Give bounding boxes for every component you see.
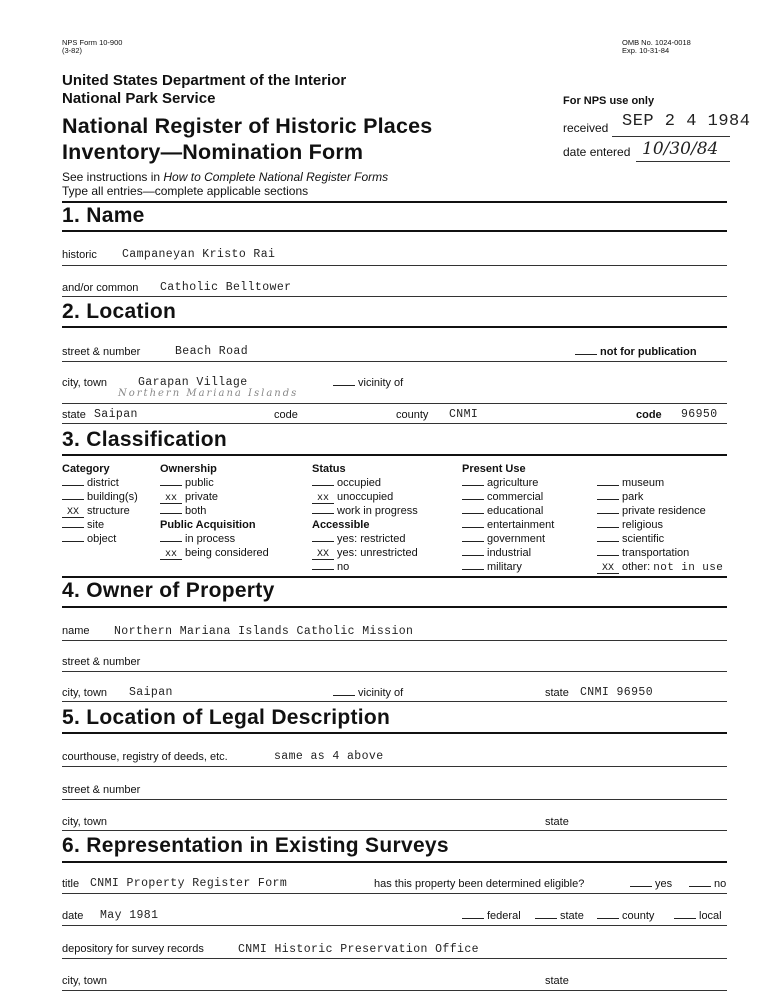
accessible-no[interactable]: no xyxy=(312,560,418,574)
date-entered-handwritten: 10/30/84 xyxy=(642,139,719,159)
category-site[interactable]: site xyxy=(62,518,138,532)
instructions-line2: Type all entries—complete applicable sections xyxy=(62,184,309,198)
state-label: state xyxy=(62,409,86,421)
use-government[interactable]: government xyxy=(462,532,554,546)
not-for-publication: not for publication xyxy=(575,346,697,358)
acquisition-in-process[interactable]: in process xyxy=(160,532,269,546)
instructions-line1: See instructions in How to Complete National Register Forms xyxy=(62,170,389,184)
city-value: Garapan Village xyxy=(138,376,248,389)
use-park[interactable]: park xyxy=(597,490,723,504)
present-use-heading: Present Use xyxy=(462,463,526,475)
date-entered-label: date entered xyxy=(563,145,631,159)
courthouse-label: courthouse, registry of deeds, etc. xyxy=(62,751,228,763)
level-local[interactable]: local xyxy=(674,910,722,922)
survey-title-value: CNMI Property Register Form xyxy=(90,877,288,890)
use-agriculture[interactable]: agriculture xyxy=(462,476,554,490)
code-label-2: code xyxy=(636,409,662,421)
courthouse-value: same as 4 above xyxy=(274,750,384,763)
form-title-line2: Inventory—Nomination Form xyxy=(62,140,364,164)
owner-state-label: state xyxy=(545,687,569,699)
use-commercial[interactable]: commercial xyxy=(462,490,554,504)
level-state[interactable]: state xyxy=(535,910,584,922)
use-scientific[interactable]: scientific xyxy=(597,532,723,546)
category-structure[interactable]: XX structure xyxy=(62,504,138,518)
service-heading: National Park Service xyxy=(62,90,216,107)
street-value: Beach Road xyxy=(175,345,249,358)
use-religious[interactable]: religious xyxy=(597,518,723,532)
form-title-line1: National Register of Historic Places xyxy=(62,114,433,138)
status-occupied[interactable]: occupied xyxy=(312,476,418,490)
ownership-both[interactable]: both xyxy=(160,504,269,518)
ownership-group xyxy=(160,462,269,560)
use-educational[interactable]: educational xyxy=(462,504,554,518)
received-label: received xyxy=(563,121,609,135)
accessible-restricted[interactable]: yes: restricted xyxy=(312,532,418,546)
category-district[interactable]: district xyxy=(62,476,138,490)
status-work-in-progress[interactable]: work in progress xyxy=(312,504,418,518)
section-6-title: 6. Representation in Existing Surveys xyxy=(62,834,449,857)
form-date: (3-82) xyxy=(62,46,83,55)
status-group xyxy=(312,462,418,574)
present-use-group xyxy=(462,462,554,574)
code-label: code xyxy=(274,409,298,421)
nps-use-heading: For NPS use only xyxy=(563,95,655,107)
accessible-heading: Accessible xyxy=(312,519,370,531)
accessible-unrestricted[interactable]: XX yes: unrestricted xyxy=(312,546,418,560)
category-heading: Category xyxy=(62,463,110,475)
eligible-no[interactable]: no xyxy=(689,878,726,890)
owner-city-label: city, town xyxy=(62,687,108,699)
status-unoccupied[interactable]: xx unoccupied xyxy=(312,490,418,504)
legal-state-label: state xyxy=(545,816,569,828)
use-museum[interactable]: museum xyxy=(597,476,723,490)
historic-value: Campaneyan Kristo Rai xyxy=(122,248,276,261)
ownership-public[interactable]: public xyxy=(160,476,269,490)
owner-name-value: Northern Mariana Islands Catholic Mission xyxy=(114,625,414,638)
section-5-title: 5. Location of Legal Description xyxy=(62,706,391,729)
use-other[interactable]: XX other: not in use xyxy=(597,560,723,574)
survey-date-label: date xyxy=(62,910,84,922)
section-3-title: 3. Classification xyxy=(62,428,227,451)
status-heading: Status xyxy=(312,463,346,475)
use-transportation[interactable]: transportation xyxy=(597,546,723,560)
survey-date-value: May 1981 xyxy=(100,909,159,922)
owner-street-label: street & number xyxy=(62,656,141,668)
owner-city-value: Saipan xyxy=(129,686,173,699)
handwritten-note: Northern Mariana Islands xyxy=(118,388,299,399)
vicinity-label: vicinity of xyxy=(333,377,403,389)
category-group xyxy=(62,462,138,546)
street-number-label: street & number xyxy=(62,346,141,358)
depository-city-label: city, town xyxy=(62,975,108,987)
use-military[interactable]: military xyxy=(462,560,554,574)
state-value: Saipan xyxy=(94,408,138,421)
acquisition-being-considered[interactable]: xx being considered xyxy=(160,546,269,560)
owner-state-value: CNMI 96950 xyxy=(580,686,654,699)
public-acquisition-heading: Public Acquisition xyxy=(160,519,256,531)
section-2-title: 2. Location xyxy=(62,300,177,323)
code-value: 96950 xyxy=(681,408,718,421)
other-use-value: not in use xyxy=(653,562,724,574)
historic-label: historic xyxy=(62,249,97,261)
common-name-value: Catholic Belltower xyxy=(160,281,292,294)
owner-vicinity-label: vicinity of xyxy=(333,687,403,699)
level-county[interactable]: county xyxy=(597,910,654,922)
common-name-label: and/or common xyxy=(62,282,139,294)
ownership-heading: Ownership xyxy=(160,463,217,475)
eligible-question: has this property been determined eligible? xyxy=(374,878,585,890)
county-value: CNMI xyxy=(449,408,479,421)
use-industrial[interactable]: industrial xyxy=(462,546,554,560)
county-label: county xyxy=(396,409,429,421)
use-entertainment[interactable]: entertainment xyxy=(462,518,554,532)
department-heading: United States Department of the Interior xyxy=(62,72,347,89)
depository-label: depository for survey records xyxy=(62,943,204,955)
category-object[interactable]: object xyxy=(62,532,138,546)
city-town-label: city, town xyxy=(62,377,108,389)
omb-number: OMB No. 1024-0018 xyxy=(622,38,691,47)
use-private-residence[interactable]: private residence xyxy=(597,504,723,518)
depository-state-label: state xyxy=(545,975,569,987)
present-use-group-2 xyxy=(597,476,723,574)
expiration-date: Exp. 10-31-84 xyxy=(622,46,670,55)
level-federal[interactable]: federal xyxy=(462,910,521,922)
eligible-yes[interactable]: yes xyxy=(630,878,672,890)
category-buildings[interactable]: building(s) xyxy=(62,490,138,504)
depository-value: CNMI Historic Preservation Office xyxy=(238,943,479,956)
received-stamp: SEP 2 4 1984 xyxy=(622,112,751,131)
section-4-title: 4. Owner of Property xyxy=(62,579,275,602)
section-1-title: 1. Name xyxy=(62,204,145,227)
ownership-private[interactable]: xx private xyxy=(160,490,269,504)
legal-city-label: city, town xyxy=(62,816,108,828)
owner-name-label: name xyxy=(62,625,90,637)
legal-street-label: street & number xyxy=(62,784,141,796)
survey-title-label: title xyxy=(62,878,80,890)
form-number: NPS Form 10-900 xyxy=(62,38,123,47)
